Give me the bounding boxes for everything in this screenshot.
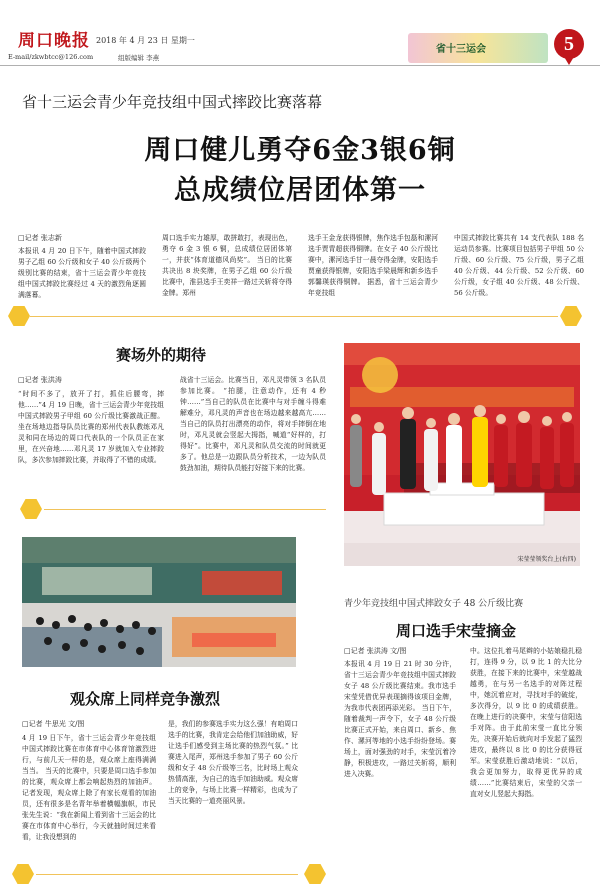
story4-column-1: 4 月 19 日下午，省十三运会青少年竞技组中国式摔跤比赛在市体育中心体育馆激烈进行，与前几天一样的是，观众席上座得满满当当。 当天的比赛中，只要是周口选手参加的比赛，观众席上都会响起热烈的加油声。 记者发现，观众席上除了有家长观看的加油员，还有很多是名青年举着横幅旗帜，市民张先生说：“我在新闻上看到省十三运会的比赛在市体育中心举行，今天就抽时间过来看看，让我没想到的 [22,734,156,841]
story4-column-2: 是，我们的参赛选手实力这么强！有咱周口选手的比赛，我肯定会给他们加油助威，好让选手们感受到主场比赛的热烈气氛。” 比赛进入尾声，郑州选手参加了男子 60 公斤级和女子 48 公斤级等三名，比时场上观众热情高涨，为自己的选手加油助威。观众席上的竞争，与场上比赛一样精彩，也成为了当天比赛的一道亮丽风景。 [168,720,298,805]
email: E-mail/zkwbtcc@126.com [8,53,94,61]
story3-byline: □记者 张洪涛 文/图 [344,647,407,655]
header-rule [0,65,600,66]
story2-title: 赛场外的期待 [116,346,207,364]
lead-column-1: 本报讯 4 月 20 日下午，随着中国式摔跤男子乙组 60 公斤级和女子 40 公斤级两个级别比赛的结束，省十三运会青少年竞技组中国式摔跤比赛经过 4 天的激烈角逐圆满落幕。 [18,247,146,299]
lead-column-2: 周口选手实力雄厚，敢拼敢打，表现出色，勇夺 6 金 3 银 6 铜，总成绩位居团体第一，并获“体育道德风尚奖”。 当日的比赛共决出 8 块奖牌，在男子乙组 60 公斤级比赛中，淮县选手王奕祥一路过关斩将夺得金牌。郑州 [162,234,292,297]
story3-column-2: 中。这位扎着马尾辫的小姑娘稳扎稳打，连得 9 分，以 9 比 1 的大比分获胜，在接下来的比赛中，宋莹越战越勇，在与另一名选手的对阵过程中，她沉着应对，寻找对手的破绽，多次得分，以 9 比 0 的成绩获胜。 在晚上进行的决赛中，宋莹与信阳选手对阵。由于此前宋莹一直比分领先，决赛开始后就向对手发起了猛烈进攻，最终以 8 比 0 的比分获得冠军。宋莹获胜后激动地说：“以后，我会更加努力，取得更优异的成绩……”比赛结束后，宋莹的父亲一直对女儿竖起大拇指。 [470,647,582,798]
page-number: 5 [554,29,584,59]
hexagon-ornament [20,499,42,519]
lead-headline-2: 总成绩位居团体第一 [174,175,426,206]
games-logo-text: 省十三运会 [436,44,486,55]
story3-subtitle: 青少年竞技组中国式摔跤女子 48 公斤级比赛 [344,599,524,609]
story2-column-2: 战省十三运会。比赛当日，邓凡灵带领 3 名队员参加比赛。 “拍腿，注意动作，还有 4 秒钟……”当自己的队员在比赛中与对手缠斗得难解难分，邓凡灵的声音也在场边越来越高亢……当自己的队员打出漂亮的动作，将对手摔倒在地时，邓凡灵就会竖起大拇指，喊道“好样的，打得好”。比赛中，邓凡灵和队员交流的时间就更多了。他总是一边跟队员分析技术，一边为队员鼓劲加油，期待队员能打好接下来的比赛。 [180,376,326,472]
lead-column-3: 选手王金龙获得银牌，焦作选手包磊和漯河选手贾胄超获得铜牌。在女子 40 公斤级比赛中，漯河选手甘一晨夺得金牌，安阳选手贾童获得银牌，安阳选手梁晨辉和新乡选手郭馨瑛获得铜牌。 据悉，省十三运会青少年竞技组 [308,234,438,297]
hexagon-ornament [8,306,30,326]
masthead-logo: 周口晚报 [18,31,90,51]
lead-headline-1: 周口健儿勇夺6金3银6铜 [144,135,456,166]
arena-spectators-photo [22,537,296,667]
story3-column-1: 本报讯 4 月 19 日 21 时 30 分许，省十三运会青少年竞技组中国式摔跤女子 48 公斤级比赛结束。我市选手宋莹凭借优异表现摘得该项目金牌，为我市代表团再添光彩。 当日下午，随着裁判一声令下，女子 48 公斤级比赛正式开始，来自周口、新乡、焦作、漯河等地的小选手纷纷登场。赛场上，面对强劲的对手，宋莹沉着冷静，积极进攻，一路过关斩将，顺利进入决赛。 [344,660,456,778]
lead-kicker: 省十三运会青少年竞技组中国式摔跤比赛落幕 [22,93,323,111]
lead-byline: □记者 张志新 [18,234,62,242]
issue-date: 2018 年 4 月 23 日 星期一 [96,36,195,45]
section-divider [44,509,326,510]
story4-title: 观众席上同样竞争激烈 [70,690,221,708]
section-divider [30,316,558,317]
games-logo [408,33,548,63]
story4-byline: □记者 牛思光 文/图 [22,720,85,728]
hexagon-ornament [560,306,582,326]
story2-byline: □记者 张洪涛 [18,376,62,384]
lead-column-4: 中国式摔跤比赛共有 14 支代表队 188 名运动员参赛。比赛项目包括男子甲组 50 公斤级、60 公斤级、75 公斤级，男子乙组 40 公斤级、44 公斤级、52 公斤级、60 公斤级，女子组 40 公斤级、48 公斤级、56 公斤级。 [454,234,584,297]
section-divider [36,874,298,875]
editor-credit: 组版编辑 李燕 [118,54,160,62]
story2-column-1: “时间不多了，放开了打，抓住后腰弯，摔他……”4 月 19 日晚，省十三运会青少年竞技组中国式摔跤男子甲组 60 公斤级比赛激战正酣。坐在场地边指导队员比赛的郑州代表队教练邓凡灵和同在场边的周口代表队的一个队员正在家里，在兴奋地……邓凡灵 17 岁就加入专业摔跤队，多次参加摔跤比赛，并取得了不错的成绩。 [18,390,164,464]
story3-title: 周口选手宋莹摘金 [396,622,517,640]
hexagon-ornament [304,864,326,884]
page-header [0,0,600,60]
award-ceremony-photo [344,343,580,566]
hexagon-ornament [12,864,34,884]
photo-caption: 宋莹莹领奖台上(右四) [517,556,576,563]
